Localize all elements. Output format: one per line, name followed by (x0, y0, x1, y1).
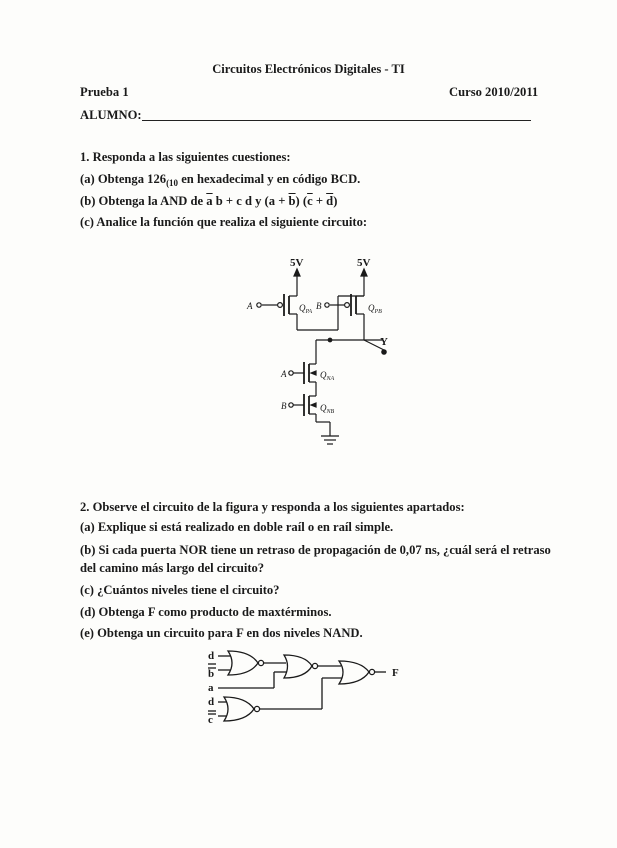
q2-intro: 2. Observe el circuito de la figura y responda a los siguientes apartados: (80, 500, 465, 514)
vdd-label-2: 5V (357, 257, 371, 269)
q1-a: (a) Obtenga $126_{(10}$ en hexadecimal y en código BCD. (80, 172, 361, 188)
input-d-1: d (208, 650, 215, 662)
output-label: Y (380, 336, 388, 348)
qnb-input-label: B (281, 401, 287, 411)
test-label: Prueba 1 (80, 85, 129, 99)
qnb-label: $Q_{NB}$ (320, 403, 335, 415)
q2-b-line2: del camino más largo del circuito? (80, 561, 265, 575)
student-label: ALUMNO: (80, 108, 142, 122)
q1-c: (c) Analice la función que realiza el siguiente circuito: (80, 215, 368, 229)
q2-e: (e) Obtenga un circuito para F en dos niveles NAND. (80, 626, 363, 640)
q1-intro: 1. Responda a las siguientes cuestiones: (80, 150, 291, 164)
nor-gate-3 (339, 661, 369, 684)
nor-gate-1-bubble (258, 660, 263, 665)
qna-input-label: A (281, 369, 287, 379)
q2-a: (a) Explique si está realizado en doble raíl o en raíl simple. (80, 520, 394, 534)
input-c: c (208, 714, 213, 726)
input-a: a (208, 682, 214, 694)
nor-gate-2 (284, 655, 312, 678)
q1-b: (b) Obtenga la AND de $\overline{a}$ b + c d y $(a + \overline{b})$ $(\overline{c} + \overline{d})$ (80, 194, 338, 208)
input-d-2: d (208, 696, 215, 708)
qpa-label: $Q_{PA}$ (299, 303, 313, 315)
qpb-input-label: B (316, 301, 322, 311)
nor-gate-1 (228, 651, 258, 675)
output-f: F (392, 667, 399, 679)
nor-gate-4 (224, 697, 254, 721)
nor-gate-3-bubble (369, 669, 374, 674)
q2-d: (d) Obtenga F como producto de maxtérminos. (80, 605, 332, 619)
nor-gate-2-bubble (312, 663, 317, 668)
q2-c: (c) ¿Cuántos niveles tiene el circuito? (80, 583, 280, 597)
page-title: Circuitos Electrónicos Digitales - TI (212, 62, 405, 76)
nor-gate-4-bubble (254, 706, 259, 711)
q2-b-line1: (b) Si cada puerta NOR tiene un retraso de propagación de 0,07 ns, ¿cuál será el retraso (80, 543, 551, 557)
course-label: Curso 2010/2011 (449, 85, 539, 99)
input-b: b (208, 668, 215, 680)
vdd-label-1: 5V (290, 257, 304, 269)
qna-label: $Q_{NA}$ (320, 370, 335, 382)
qpa-input-label: A (247, 301, 253, 311)
qpb-label: $Q_{PB}$ (368, 303, 382, 315)
